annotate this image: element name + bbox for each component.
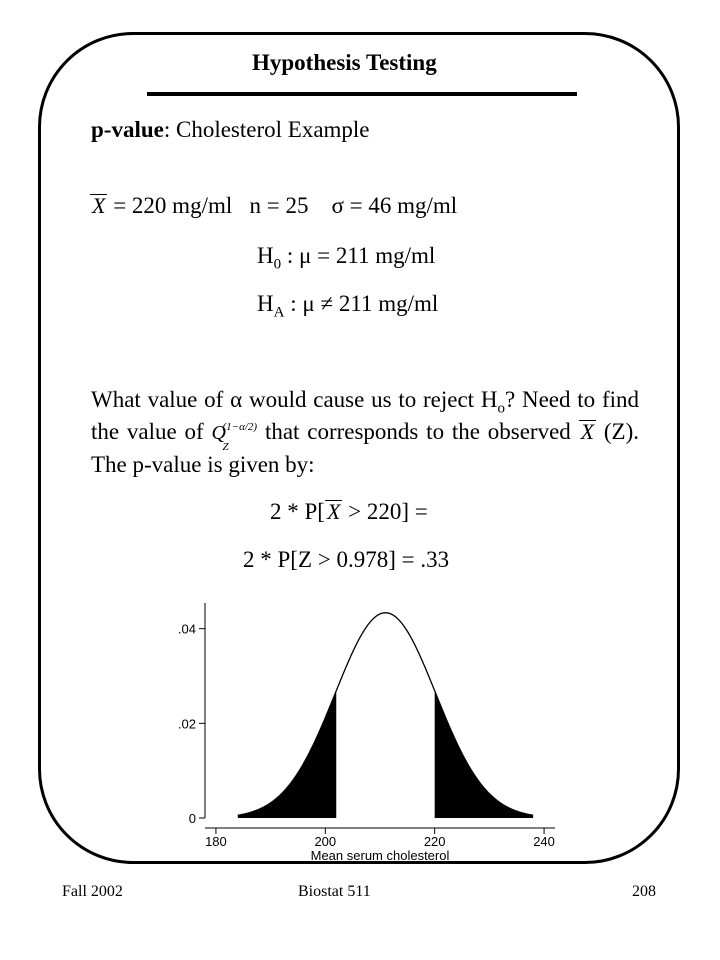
footer-course: Biostat 511	[298, 883, 371, 900]
quantile-symbol	[211, 417, 258, 453]
y-tick-label: .04	[177, 621, 196, 637]
x-axis-label: Mean serum cholesterol	[310, 848, 450, 863]
question-part4: that corresponds to the observed	[264, 419, 571, 444]
x-tick-label: 220	[423, 834, 446, 849]
quantile-subscript: Z	[222, 441, 229, 453]
question-part2: would cause us to reject H	[248, 387, 498, 412]
x-tick-label: 180	[205, 834, 227, 849]
ha-text: : μ ≠ 211 mg/ml	[290, 291, 439, 316]
normal-distribution-chart	[150, 585, 570, 865]
density-curve	[238, 613, 533, 815]
formula-prefix: 2 * P[	[270, 499, 325, 524]
n-value: n = 25	[249, 193, 309, 218]
subtitle-bold: p-value	[91, 117, 164, 142]
y-tick-label: 0	[188, 811, 196, 826]
question-part5: (Z). The p-value is given by:	[91, 419, 640, 477]
formula-suffix: > 220] =	[348, 499, 428, 524]
question-paragraph	[91, 384, 639, 481]
shaded-tail-region-2	[435, 691, 533, 818]
sigma-value: = 46 mg/ml	[349, 193, 458, 218]
alt-hypothesis	[257, 291, 439, 321]
question-part1: What value of	[91, 387, 224, 412]
slide-subtitle	[91, 118, 370, 141]
alpha-symbol: α	[230, 387, 243, 412]
xbar-symbol: X	[92, 193, 106, 218]
formula-line1	[270, 500, 428, 523]
ha-letter: H	[257, 291, 274, 316]
formula-xbar: X	[326, 499, 341, 524]
quantile-superscript: (1−α/2)	[222, 421, 258, 433]
h0-subscript: 0	[273, 256, 282, 273]
x-tick-label: 200	[314, 834, 337, 849]
y-tick-label: .02	[177, 716, 196, 732]
subtitle-rest: : Cholesterol Example	[163, 117, 370, 142]
null-hypothesis	[257, 243, 436, 273]
ha-subscript: A	[273, 304, 285, 321]
formula-line2: 2 * P[Z > 0.978] = .33	[243, 547, 450, 572]
sigma-symbol: σ	[331, 193, 344, 218]
slide-title: Hypothesis Testing	[252, 50, 437, 75]
h-subscript: o	[497, 400, 505, 417]
x-tick-label: 240	[533, 834, 555, 849]
quantile-letter: Q	[211, 422, 226, 444]
title-divider	[147, 92, 577, 96]
stats-line	[90, 194, 457, 217]
xbar-symbol-inline: X	[580, 419, 595, 444]
xbar-value: = 220 mg/ml	[113, 193, 233, 218]
h0-letter: H	[257, 243, 274, 268]
shaded-tail-region-1	[238, 691, 336, 818]
h0-text: : μ = 211 mg/ml	[286, 243, 436, 268]
footer-term: Fall 2002	[62, 883, 123, 900]
question-part3: ? Need to find the value of	[91, 387, 639, 444]
footer-page-number: 208	[632, 883, 656, 900]
